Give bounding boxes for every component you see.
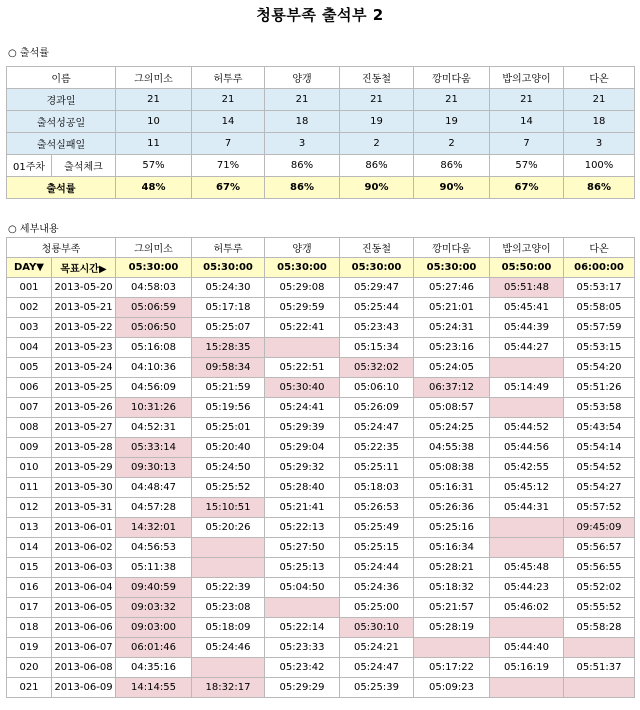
time-cell: 05:45:12 — [490, 478, 564, 498]
date-cell: 2013-05-29 — [52, 458, 116, 478]
time-cell: 18:32:17 — [192, 678, 265, 698]
time-cell: 05:24:44 — [340, 558, 414, 578]
time-cell: 05:29:47 — [340, 278, 414, 298]
date-cell: 2013-06-09 — [52, 678, 116, 698]
time-cell: 05:29:39 — [265, 418, 340, 438]
summary-value: 3 — [265, 133, 340, 155]
time-cell: 05:24:47 — [340, 658, 414, 678]
member-header: 깡미다움 — [414, 238, 490, 258]
attendance-detail-table — [6, 237, 635, 698]
time-cell: 05:58:28 — [564, 618, 635, 638]
day-number: 005 — [7, 358, 52, 378]
time-cell: 05:09:23 — [414, 678, 490, 698]
time-cell: 04:52:31 — [116, 418, 192, 438]
summary-value: 21 — [192, 89, 265, 111]
target-row — [7, 258, 635, 278]
day-number: 007 — [7, 398, 52, 418]
week-value: 71% — [192, 155, 265, 177]
date-cell: 2013-05-23 — [52, 338, 116, 358]
member-header: 허투루 — [192, 238, 265, 258]
time-cell: 05:25:16 — [414, 518, 490, 538]
member-header: 진동철 — [340, 67, 414, 89]
time-cell: 05:22:41 — [265, 318, 340, 338]
date-cell: 2013-06-08 — [52, 658, 116, 678]
time-cell: 05:26:36 — [414, 498, 490, 518]
date-cell: 2013-05-28 — [52, 438, 116, 458]
table-row — [7, 618, 635, 638]
time-cell: 05:28:40 — [265, 478, 340, 498]
date-cell: 2013-05-31 — [52, 498, 116, 518]
target-time: 05:30:00 — [340, 258, 414, 278]
date-cell: 2013-05-21 — [52, 298, 116, 318]
time-cell: 05:24:46 — [192, 638, 265, 658]
table-row — [7, 338, 635, 358]
time-cell: 05:53:17 — [564, 278, 635, 298]
time-cell: 05:23:33 — [265, 638, 340, 658]
target-header: 목표시간▶ — [52, 258, 116, 278]
date-cell: 2013-06-01 — [52, 518, 116, 538]
time-cell: 05:22:51 — [265, 358, 340, 378]
day-number: 004 — [7, 338, 52, 358]
summary-value: 18 — [265, 111, 340, 133]
time-cell: 05:21:01 — [414, 298, 490, 318]
time-cell: 05:08:38 — [414, 458, 490, 478]
target-time: 05:30:00 — [414, 258, 490, 278]
rate-value: 90% — [414, 177, 490, 199]
day-number: 008 — [7, 418, 52, 438]
time-cell: 05:18:03 — [340, 478, 414, 498]
table-row — [7, 518, 635, 538]
day-number: 006 — [7, 378, 52, 398]
date-cell: 2013-06-07 — [52, 638, 116, 658]
time-cell: 05:28:21 — [414, 558, 490, 578]
time-cell: 05:22:35 — [340, 438, 414, 458]
table-row — [7, 678, 635, 698]
member-header: 양갱 — [265, 67, 340, 89]
day-number: 019 — [7, 638, 52, 658]
summary-value: 14 — [490, 111, 564, 133]
tribe-header: 청룡부족 — [7, 238, 116, 258]
time-cell: 05:25:52 — [192, 478, 265, 498]
day-number: 016 — [7, 578, 52, 598]
summary-row-label: 출석실패일 — [7, 133, 116, 155]
time-cell: 05:21:57 — [414, 598, 490, 618]
summary-row — [7, 89, 635, 111]
time-cell: 14:32:01 — [116, 518, 192, 538]
time-cell: 05:52:02 — [564, 578, 635, 598]
time-cell: 04:58:03 — [116, 278, 192, 298]
time-cell: 05:15:34 — [340, 338, 414, 358]
time-cell: 04:10:36 — [116, 358, 192, 378]
time-cell — [265, 598, 340, 618]
time-cell: 05:54:14 — [564, 438, 635, 458]
time-cell: 05:06:10 — [340, 378, 414, 398]
time-cell: 05:55:52 — [564, 598, 635, 618]
time-cell: 05:11:38 — [116, 558, 192, 578]
time-cell — [265, 338, 340, 358]
target-time: 05:30:00 — [192, 258, 265, 278]
time-cell: 09:03:00 — [116, 618, 192, 638]
time-cell: 05:25:49 — [340, 518, 414, 538]
member-header: 그의미소 — [116, 238, 192, 258]
time-cell: 04:48:47 — [116, 478, 192, 498]
time-cell: 05:24:47 — [340, 418, 414, 438]
time-cell: 05:44:27 — [490, 338, 564, 358]
time-cell: 05:28:19 — [414, 618, 490, 638]
time-cell: 05:21:59 — [192, 378, 265, 398]
rate-value: 67% — [490, 177, 564, 199]
time-cell: 05:46:02 — [490, 598, 564, 618]
day-number: 021 — [7, 678, 52, 698]
time-cell: 05:27:46 — [414, 278, 490, 298]
week-value: 100% — [564, 155, 635, 177]
day-number: 014 — [7, 538, 52, 558]
table-row — [7, 638, 635, 658]
week-row — [7, 155, 635, 177]
week-value: 86% — [340, 155, 414, 177]
summary-row — [7, 111, 635, 133]
table-row — [7, 558, 635, 578]
table-row — [7, 298, 635, 318]
rate-row — [7, 177, 635, 199]
time-cell — [490, 518, 564, 538]
target-time: 06:00:00 — [564, 258, 635, 278]
time-cell: 05:16:19 — [490, 658, 564, 678]
time-cell: 05:29:04 — [265, 438, 340, 458]
time-cell: 05:14:49 — [490, 378, 564, 398]
summary-value: 2 — [414, 133, 490, 155]
time-cell — [490, 358, 564, 378]
time-cell: 06:01:46 — [116, 638, 192, 658]
table-row — [7, 658, 635, 678]
time-cell: 05:26:53 — [340, 498, 414, 518]
time-cell — [490, 538, 564, 558]
name-header: 이름 — [7, 67, 116, 89]
time-cell: 05:29:29 — [265, 678, 340, 698]
time-cell — [490, 678, 564, 698]
time-cell: 05:24:21 — [340, 638, 414, 658]
time-cell: 14:14:55 — [116, 678, 192, 698]
time-cell: 05:29:59 — [265, 298, 340, 318]
time-cell — [490, 398, 564, 418]
time-cell: 05:51:48 — [490, 278, 564, 298]
summary-row-label: 출석성공일 — [7, 111, 116, 133]
time-cell: 05:25:39 — [340, 678, 414, 698]
time-cell: 05:22:39 — [192, 578, 265, 598]
time-cell: 05:29:32 — [265, 458, 340, 478]
day-number: 017 — [7, 598, 52, 618]
date-cell: 2013-05-22 — [52, 318, 116, 338]
summary-value: 21 — [564, 89, 635, 111]
time-cell: 05:24:30 — [192, 278, 265, 298]
time-cell: 05:56:55 — [564, 558, 635, 578]
time-cell: 05:22:14 — [265, 618, 340, 638]
time-cell — [564, 638, 635, 658]
rate-value: 86% — [265, 177, 340, 199]
day-number: 012 — [7, 498, 52, 518]
time-cell: 05:56:57 — [564, 538, 635, 558]
target-time: 05:30:00 — [116, 258, 192, 278]
time-cell: 05:30:40 — [265, 378, 340, 398]
time-cell: 05:23:16 — [414, 338, 490, 358]
summary-value: 2 — [340, 133, 414, 155]
table-row — [7, 478, 635, 498]
time-cell: 05:24:36 — [340, 578, 414, 598]
summary-value: 21 — [414, 89, 490, 111]
time-cell: 05:58:05 — [564, 298, 635, 318]
table-row — [7, 438, 635, 458]
time-cell: 05:57:52 — [564, 498, 635, 518]
summary-value: 21 — [265, 89, 340, 111]
time-cell: 09:30:13 — [116, 458, 192, 478]
page-title: 청룡부족 출석부 2 — [256, 6, 384, 24]
time-cell: 05:25:11 — [340, 458, 414, 478]
rate-value: 48% — [116, 177, 192, 199]
summary-value: 3 — [564, 133, 635, 155]
time-cell: 05:22:13 — [265, 518, 340, 538]
day-number: 003 — [7, 318, 52, 338]
day-header: DAY▼ — [7, 258, 52, 278]
date-cell: 2013-05-20 — [52, 278, 116, 298]
section-details: ○ 세부내용 — [8, 224, 59, 235]
summary-value: 21 — [340, 89, 414, 111]
date-cell: 2013-05-25 — [52, 378, 116, 398]
summary-header-row — [7, 67, 635, 89]
section-attendance-rate: ○ 출석률 — [8, 48, 49, 59]
time-cell: 05:17:22 — [414, 658, 490, 678]
summary-value: 7 — [192, 133, 265, 155]
week-value: 57% — [490, 155, 564, 177]
time-cell: 05:44:56 — [490, 438, 564, 458]
time-cell: 05:04:50 — [265, 578, 340, 598]
week-value: 57% — [116, 155, 192, 177]
table-row — [7, 278, 635, 298]
member-header: 그의미소 — [116, 67, 192, 89]
table-row — [7, 578, 635, 598]
date-cell: 2013-06-05 — [52, 598, 116, 618]
member-header: 다온 — [564, 67, 635, 89]
member-header: 양갱 — [265, 238, 340, 258]
attendance-rate-table — [6, 66, 635, 199]
time-cell: 05:25:13 — [265, 558, 340, 578]
day-number: 015 — [7, 558, 52, 578]
day-number: 010 — [7, 458, 52, 478]
time-cell: 05:23:43 — [340, 318, 414, 338]
member-header: 허투루 — [192, 67, 265, 89]
time-cell: 05:44:39 — [490, 318, 564, 338]
time-cell: 05:21:41 — [265, 498, 340, 518]
member-header: 진동철 — [340, 238, 414, 258]
time-cell: 05:18:32 — [414, 578, 490, 598]
time-cell: 05:17:18 — [192, 298, 265, 318]
day-number: 002 — [7, 298, 52, 318]
time-cell — [490, 618, 564, 638]
summary-value: 11 — [116, 133, 192, 155]
time-cell — [192, 658, 265, 678]
time-cell: 15:10:51 — [192, 498, 265, 518]
rate-label: 출석률 — [7, 177, 116, 199]
time-cell — [192, 558, 265, 578]
member-header: 밥의고양이 — [490, 67, 564, 89]
summary-value: 19 — [414, 111, 490, 133]
time-cell — [414, 638, 490, 658]
time-cell: 05:57:59 — [564, 318, 635, 338]
time-cell: 05:32:02 — [340, 358, 414, 378]
rate-value: 86% — [564, 177, 635, 199]
time-cell: 10:31:26 — [116, 398, 192, 418]
time-cell: 05:44:52 — [490, 418, 564, 438]
week-label: 01주차 — [7, 155, 52, 177]
time-cell: 05:24:50 — [192, 458, 265, 478]
table-row — [7, 498, 635, 518]
summary-value: 7 — [490, 133, 564, 155]
time-cell: 05:06:59 — [116, 298, 192, 318]
time-cell: 04:35:16 — [116, 658, 192, 678]
table-row — [7, 378, 635, 398]
time-cell: 05:18:09 — [192, 618, 265, 638]
time-cell: 05:24:25 — [414, 418, 490, 438]
time-cell: 09:40:59 — [116, 578, 192, 598]
time-cell: 05:24:31 — [414, 318, 490, 338]
time-cell: 05:51:26 — [564, 378, 635, 398]
table-row — [7, 418, 635, 438]
table-row — [7, 318, 635, 338]
time-cell: 05:44:31 — [490, 498, 564, 518]
time-cell: 04:55:38 — [414, 438, 490, 458]
day-number: 020 — [7, 658, 52, 678]
date-cell: 2013-06-06 — [52, 618, 116, 638]
time-cell: 04:56:53 — [116, 538, 192, 558]
time-cell: 05:23:42 — [265, 658, 340, 678]
summary-value: 21 — [116, 89, 192, 111]
time-cell: 05:27:50 — [265, 538, 340, 558]
time-cell: 05:42:55 — [490, 458, 564, 478]
time-cell: 05:29:08 — [265, 278, 340, 298]
summary-row-label: 경과일 — [7, 89, 116, 111]
summary-value: 21 — [490, 89, 564, 111]
day-number: 013 — [7, 518, 52, 538]
time-cell: 05:44:40 — [490, 638, 564, 658]
time-cell: 15:28:35 — [192, 338, 265, 358]
day-number: 018 — [7, 618, 52, 638]
time-cell: 04:56:09 — [116, 378, 192, 398]
detail-header-row — [7, 238, 635, 258]
time-cell: 05:24:05 — [414, 358, 490, 378]
time-cell: 05:16:31 — [414, 478, 490, 498]
week-value: 86% — [414, 155, 490, 177]
rate-value: 90% — [340, 177, 414, 199]
time-cell — [192, 538, 265, 558]
day-number: 001 — [7, 278, 52, 298]
member-header: 깡미다움 — [414, 67, 490, 89]
time-cell: 05:54:20 — [564, 358, 635, 378]
time-cell: 05:45:41 — [490, 298, 564, 318]
time-cell: 04:57:28 — [116, 498, 192, 518]
target-time: 05:50:00 — [490, 258, 564, 278]
time-cell: 05:19:56 — [192, 398, 265, 418]
summary-value: 14 — [192, 111, 265, 133]
date-cell: 2013-05-27 — [52, 418, 116, 438]
time-cell: 05:54:52 — [564, 458, 635, 478]
table-row — [7, 358, 635, 378]
time-cell: 05:16:08 — [116, 338, 192, 358]
time-cell: 05:53:15 — [564, 338, 635, 358]
time-cell: 06:37:12 — [414, 378, 490, 398]
time-cell: 05:25:07 — [192, 318, 265, 338]
time-cell: 05:25:44 — [340, 298, 414, 318]
summary-value: 10 — [116, 111, 192, 133]
time-cell: 05:53:58 — [564, 398, 635, 418]
time-cell: 09:45:09 — [564, 518, 635, 538]
day-number: 011 — [7, 478, 52, 498]
time-cell: 05:06:50 — [116, 318, 192, 338]
table-row — [7, 538, 635, 558]
summary-value: 19 — [340, 111, 414, 133]
time-cell: 09:03:32 — [116, 598, 192, 618]
target-time: 05:30:00 — [265, 258, 340, 278]
date-cell: 2013-05-26 — [52, 398, 116, 418]
week-value: 86% — [265, 155, 340, 177]
time-cell: 05:25:01 — [192, 418, 265, 438]
time-cell: 05:44:23 — [490, 578, 564, 598]
table-row — [7, 598, 635, 618]
time-cell: 05:16:34 — [414, 538, 490, 558]
day-number: 009 — [7, 438, 52, 458]
time-cell: 05:20:26 — [192, 518, 265, 538]
time-cell: 05:54:27 — [564, 478, 635, 498]
summary-row — [7, 133, 635, 155]
date-cell: 2013-06-04 — [52, 578, 116, 598]
date-cell: 2013-05-24 — [52, 358, 116, 378]
time-cell: 05:51:37 — [564, 658, 635, 678]
table-row — [7, 398, 635, 418]
summary-value: 18 — [564, 111, 635, 133]
time-cell: 05:33:14 — [116, 438, 192, 458]
time-cell: 05:08:57 — [414, 398, 490, 418]
time-cell: 05:43:54 — [564, 418, 635, 438]
date-cell: 2013-06-03 — [52, 558, 116, 578]
date-cell: 2013-05-30 — [52, 478, 116, 498]
time-cell: 05:20:40 — [192, 438, 265, 458]
member-header: 다온 — [564, 238, 635, 258]
member-header: 밥의고양이 — [490, 238, 564, 258]
week-sublabel: 출석체크 — [52, 155, 116, 177]
time-cell: 05:25:00 — [340, 598, 414, 618]
time-cell: 05:25:15 — [340, 538, 414, 558]
time-cell: 05:30:10 — [340, 618, 414, 638]
date-cell: 2013-06-02 — [52, 538, 116, 558]
time-cell: 05:24:41 — [265, 398, 340, 418]
table-row — [7, 458, 635, 478]
time-cell: 05:26:09 — [340, 398, 414, 418]
time-cell: 05:45:48 — [490, 558, 564, 578]
time-cell: 05:23:08 — [192, 598, 265, 618]
time-cell — [564, 678, 635, 698]
rate-value: 67% — [192, 177, 265, 199]
time-cell: 09:58:34 — [192, 358, 265, 378]
